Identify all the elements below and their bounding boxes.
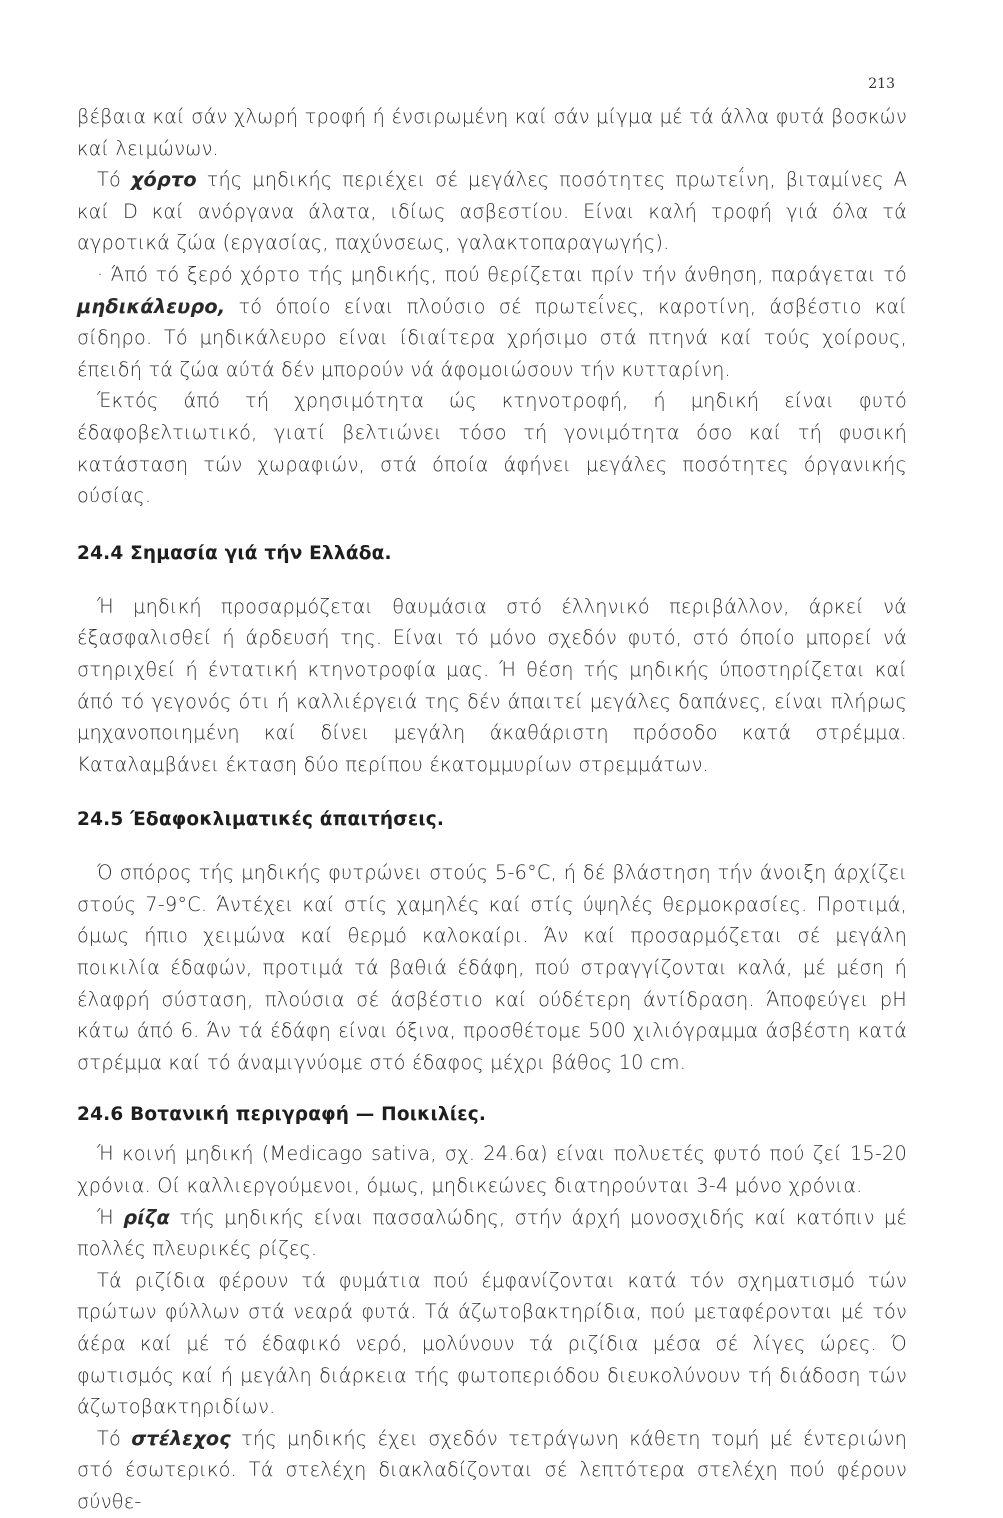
paragraph-rootlets: Τά ριζίδια φέρουν τά φυμάτια πού έμφανίζονται κατά τόν σχηματισμό τών πρώτων φύλλων στά νεαρά φυτά. Τά άζωτοβακτηρίδια, πού μεταφέρονται μέ τόν άέρα καί μέ τό έδαφικό νερό, μολύνουν τά ριζίδια μέσα σέ λίγες ώρες. Ό φωτισμός καί ή μεγάλη διάρκεια τής φωτοπεριόδου διευκολύνουν τή διάδοση τών άζωτοβακτηριδίων. bbox=[77, 1268, 907, 1419]
heading-section-24-6: 24.6 Βοτανική περιγραφή — Ποικιλίες. bbox=[77, 1104, 487, 1126]
paragraph-soil-climate: Ό σπόρος τής μηδικής φυτρώνει στούς 5-6°C, ή δέ βλάστηση τήν άνοιξη άρχίζει στούς 7-9°C. Άντέχει καί στίς χαμηλές καί στίς ύψηλές θερμοκρασίες. Προτιμά, όμως ήπιο χειμώνα καί θερμό καλοκαίρι. Άν καί προσαρμόζεται σέ μεγάλη ποικιλία έδαφών, προτιμά τά βαθιά έδάφη, πού στραγγίζονται καλά, μέ μέση ή έλαφρή σύσταση, πλούσια σέ άσβέστιο καί ούδέτερη άντίδραση. Άποφεύγει pH κάτω άπό 6. Άν τά έδάφη είναι όξινα, προσθέτομε 500 χιλιόγραμμα άσβέστη κατά στρέμμα καί τό άναμιγνύομε στό έδαφος μέχρι βάθος 10 cm. bbox=[77, 861, 907, 1074]
paragraph-root: Ή ρίζα τής μηδικής είναι πασσαλώδης, στήν άρχή μονοσχιδής καί κατόπιν μέ πολλές πλευρικές ρίζες. bbox=[77, 1205, 908, 1261]
paragraph-alfalfa-meal: · Άπό τό ξερό χόρτο τής μηδικής, πού θερίζεται πρίν τήν άνθηση, παράγεται τό μηδικάλευρο, τό όποίο είναι πλούσιο σέ πρωτεΐνες, καροτίνη, άσβέστιο καί σίδηρο. Τό μηδικάλευρο είναι ίδιαίτερα χρήσιμο στά πτηνά καί τούς χοίρους, έπειδή τά ζώα αύτά δέν μπορούν νά άφομοιώσουν τήν κυτταρίνη. bbox=[77, 262, 907, 381]
paragraph-hay: Τό χόρτο τής μηδικής περιέχει σέ μεγάλες ποσότητες πρωτεΐνη, βιταμίνες Α καί D καί ανόργανα άλατα, ιδίως ασβεστίου. Είναι καλή τροφή γιά όλα τά αγροτικά ζώα (εργασίας, παχύνσεως, γαλακτοπαραγωγής). bbox=[77, 168, 907, 255]
page-body bbox=[77, 101, 907, 1518]
heading-section-24-4: 24.4 Σημασία γιά τήν Ελλάδα. bbox=[77, 542, 392, 564]
term-alfalfa-meal: μηδικάλευρο, bbox=[77, 294, 226, 318]
heading-section-24-5: 24.5 Έδαφοκλιματικές άπαιτήσεις. bbox=[77, 809, 445, 831]
term-stem: στέλεχος bbox=[131, 1426, 231, 1450]
paragraph-stem: Τό στέλεχος τής μηδικής έχει σχεδόν τετράγωνη κάθετη τομή μέ έντεριώνη στό έσωτερικό. Τά στελέχη διακλαδίζονται σέ λεπτότερα στελέχη πού φέρουν σύνθε- bbox=[77, 1426, 907, 1513]
paragraph-importance-greece: Ή μηδική προσαρμόζεται θαυμάσια στό έλληνικό περιβάλλον, άρκεί νά έξασφαλισθεί ή άρδευσή της. Είναι τό μόνο σχεδόν φυτό, στό όποίο μπορεί νά στηριχθεί ή έντατική κτηνοτροφία μας. Ή θέση τής μηδικής ύποστηρίζεται καί άπό τό γεγονός ότι ή καλλιέργειά της δέν άπαιτεί μεγάλες δαπάνες, είναι πλήρως μηχανοποιημένη καί δίνει μεγάλη άκαθάριστη πρόσοδο κατά στρέμμα. Καταλαμβάνει έκταση δύο περίπου έκατομμυρίων στρεμμάτων. bbox=[77, 594, 907, 776]
paragraph-intro-continuation: βέβαια καί σάν χλωρή τροφή ή ένσιρωμένη καί σάν μίγμα μέ τά άλλα φυτά βοσκών καί λειμώνων. bbox=[77, 105, 907, 160]
term-hay: χόρτο bbox=[130, 168, 197, 192]
paragraph-botanical-description: Ή κοινή μηδική (Medicago sativa, σχ. 24.6α) είναι πολυετές φυτό πού ζεί 15-20 χρόνια. Οί καλλιεργούμενοι, όμως, μηδικεώνες διατηρούνται 3-4 μόνο χρόνια. bbox=[77, 1142, 907, 1198]
term-root: ρίζα bbox=[123, 1205, 171, 1229]
page-number: 213 bbox=[868, 76, 895, 92]
paragraph-soil-improvement: Έκτός άπό τή χρησιμότητα ώς κτηνοτροφή, ή μηδική είναι φυτό έδαφοβελτιωτικό, γιατί βελτιώνει τόσο τή γονιμότητα όσο καί τή φυσική κατάσταση τών χωραφιών, στά όποία άφήνει μεγάλες ποσότητες όργανικής ούσίας. bbox=[77, 389, 907, 508]
